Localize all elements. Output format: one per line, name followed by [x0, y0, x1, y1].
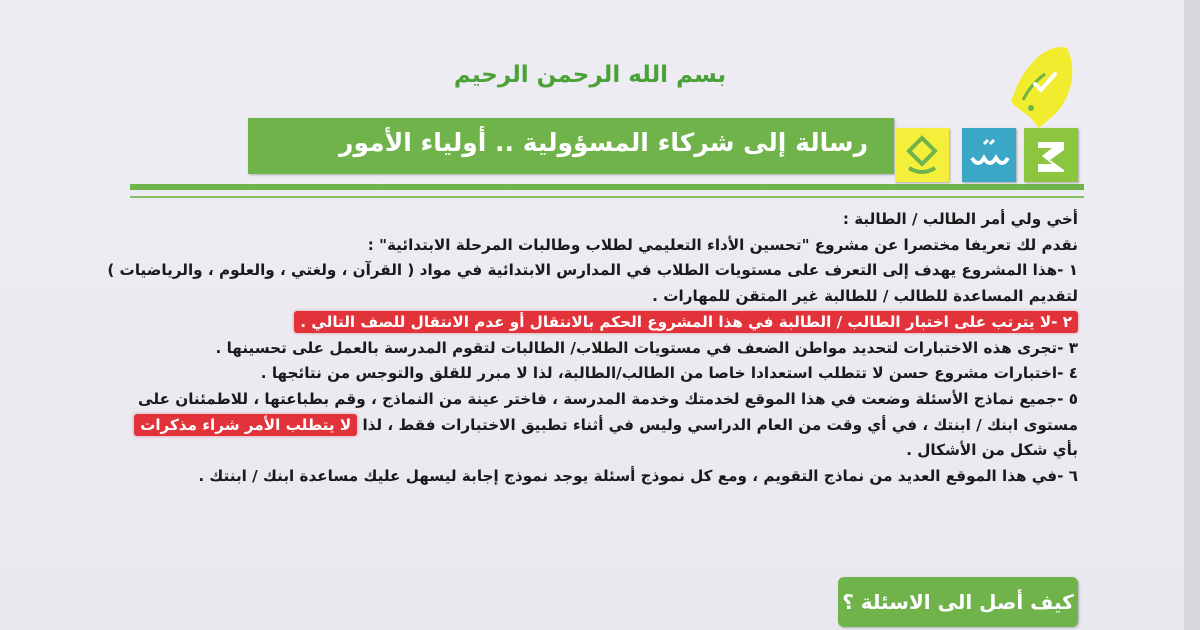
- point-1-line-b: لتقديم المساعدة للطالب / للطالبة غير المتقن للمهارات .: [652, 287, 1078, 306]
- point-6-line: ٦ -في هذا الموقع العديد من نماذج التقويم ، ومع كل نموذج أسئلة يوجد نموذج إجابة ليسهل عليك مساعدة ابنك / ابنتك .: [198, 467, 1078, 486]
- page-edge: [1184, 0, 1200, 630]
- greeting-line: أخي ولي أمر الطالب / الطالبة :: [842, 210, 1078, 228]
- intro-line: نقدم لك تعريفا مختصرا عن مشروع "تحسين الأداء التعليمي لطلاب وطالبات المرحلة الابتدائية" :: [367, 235, 1078, 254]
- divider-rule: [130, 184, 1084, 190]
- point-5-text: مستوى ابنك / ابنتك ، في أي وقت من العام الدراسي وليس في أثناء تطبيق الاختبارات فقط ، لذا: [362, 415, 1078, 434]
- point-5-line-a: ٥ -جميع نماذج الأسئلة وضعت في هذا الموقع لخدمتك وخدمة المدرسة ، فاختر عينة من النماذج ، وقم بطباعتها ، للاطمئنان على: [138, 389, 1078, 408]
- wave-icon: [962, 128, 1016, 182]
- letter-body: [107, 207, 1078, 490]
- point-2-highlight: ٢ -لا يترتب على اختبار الطالب / الطالبة في هذا المشروع الحكم بالانتقال أو عدم الانتقال للصف التالي .: [294, 311, 1078, 333]
- how-to-reach-questions-button[interactable]: كيف أصل الى الاسئلة ؟: [838, 577, 1078, 627]
- point-1-line-a: ١ -هذا المشروع يهدف إلى التعرف على مستويات الطلاب في المدارس الابتدائية في مواد ( القرآن ، ولغتي ، والعلوم ، والرياضيات ): [107, 261, 1078, 280]
- diamond-icon: [895, 128, 949, 182]
- arrow-icon: [1024, 128, 1078, 182]
- bismillah-heading: بسم الله الرحمن الرحيم: [453, 62, 727, 88]
- pen-nib-logo-icon: [1005, 44, 1081, 130]
- point-5-line-c: بأي شكل من الأشكال .: [906, 441, 1078, 460]
- title-banner: [248, 118, 894, 174]
- divider-rule-thin: [130, 196, 1084, 198]
- banner-title: رسالة إلى شركاء المسؤولية .. أولياء الأمور: [339, 128, 868, 157]
- point-4-line: ٤ -اختبارات مشروع حسن لا تتطلب استعدادا خاصا من الطالب/الطالبة، لذا لا مبرر للقلق والتوجس من نتائجها .: [260, 364, 1078, 383]
- point-3-line: ٣ -تجرى هذه الاختبارات لتحديد مواطن الضعف في مستويات الطلاب/ الطالبات لتقوم المدرسة بالعمل على تحسينها .: [215, 338, 1078, 357]
- point-5-line-b: [130, 413, 1078, 439]
- point-5-highlight: لا يتطلب الأمر شراء مذكرات: [134, 414, 357, 436]
- point-2-line: [130, 310, 1078, 336]
